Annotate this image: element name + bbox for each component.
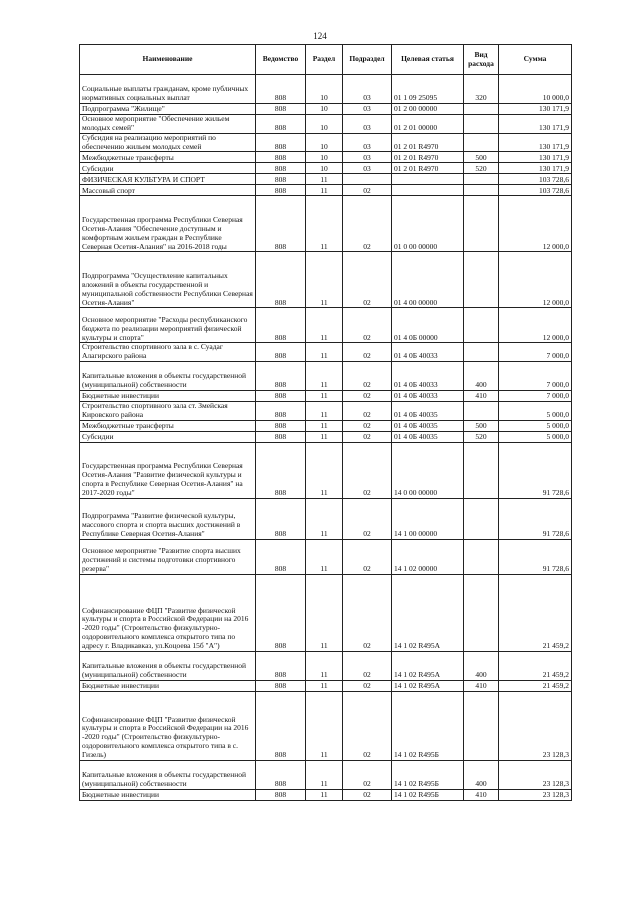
cell-subsection: 03 bbox=[343, 115, 392, 134]
cell-target: 01 4 0Б 40033 bbox=[392, 391, 464, 402]
cell-sum: 12 000,0 bbox=[499, 252, 572, 308]
cell-subsection: 02 bbox=[343, 308, 392, 343]
cell-kind bbox=[464, 402, 499, 421]
table-row bbox=[80, 174, 572, 185]
header-kind: Вид расхода bbox=[464, 45, 499, 75]
header-sum: Сумма bbox=[499, 45, 572, 75]
cell-sum: 103 728,6 bbox=[499, 174, 572, 185]
page-number: 124 bbox=[313, 31, 327, 41]
cell-dept: 808 bbox=[256, 185, 306, 196]
cell-name: ФИЗИЧЕСКАЯ КУЛЬТУРА И СПОРТ bbox=[80, 174, 256, 185]
cell-target: 14 1 02 R495А bbox=[392, 651, 464, 680]
cell-name: Строительство спортивного зала в с. Суадаг Алагирского района bbox=[80, 343, 256, 362]
header-dept: Ведомство bbox=[256, 45, 306, 75]
cell-sum: 91 728,6 bbox=[499, 539, 572, 574]
table-row bbox=[80, 420, 572, 431]
cell-sum: 130 171,9 bbox=[499, 115, 572, 134]
cell-dept: 808 bbox=[256, 760, 306, 789]
cell-subsection: 02 bbox=[343, 196, 392, 252]
table-row bbox=[80, 574, 572, 651]
cell-kind: 500 bbox=[464, 152, 499, 163]
cell-kind bbox=[464, 574, 499, 651]
cell-dept: 808 bbox=[256, 75, 306, 104]
cell-dept: 808 bbox=[256, 163, 306, 174]
cell-subsection: 02 bbox=[343, 185, 392, 196]
cell-subsection: 02 bbox=[343, 691, 392, 760]
cell-target: 14 1 02 R495А bbox=[392, 574, 464, 651]
table-row bbox=[80, 115, 572, 134]
cell-target: 01 1 09 25095 bbox=[392, 75, 464, 104]
table-row bbox=[80, 651, 572, 680]
cell-kind: 320 bbox=[464, 75, 499, 104]
cell-section: 11 bbox=[306, 680, 343, 691]
cell-dept: 808 bbox=[256, 343, 306, 362]
cell-sum: 21 459,2 bbox=[499, 574, 572, 651]
cell-name: Подпрограмма "Жилище" bbox=[80, 104, 256, 115]
cell-section: 11 bbox=[306, 252, 343, 308]
cell-subsection: 03 bbox=[343, 104, 392, 115]
header-section: Раздел bbox=[306, 45, 343, 75]
cell-target bbox=[392, 185, 464, 196]
cell-section: 11 bbox=[306, 760, 343, 789]
cell-target: 14 1 02 R495Б bbox=[392, 789, 464, 800]
cell-name: Бюджетные инвестиции bbox=[80, 789, 256, 800]
cell-sum: 21 459,2 bbox=[499, 651, 572, 680]
cell-section: 11 bbox=[306, 185, 343, 196]
cell-target: 14 1 02 R495Б bbox=[392, 760, 464, 789]
cell-subsection: 02 bbox=[343, 680, 392, 691]
table-row bbox=[80, 152, 572, 163]
table-row bbox=[80, 391, 572, 402]
cell-dept: 808 bbox=[256, 152, 306, 163]
cell-sum: 21 459,2 bbox=[499, 680, 572, 691]
cell-name: Софинансирование ФЦП "Развитие физической культуры и спорта в Российской Федерации на 2016 -2020 годы" (Строительство физкультурно-оздоровительного комплекса открытого типа в с. Гизель) bbox=[80, 691, 256, 760]
cell-dept: 808 bbox=[256, 133, 306, 152]
cell-section: 11 bbox=[306, 308, 343, 343]
cell-section: 10 bbox=[306, 163, 343, 174]
cell-dept: 808 bbox=[256, 680, 306, 691]
cell-name: Основное мероприятие "Расходы республиканского бюджета по реализации мероприятий физической культуры и спорта" bbox=[80, 308, 256, 343]
cell-section: 11 bbox=[306, 174, 343, 185]
cell-kind bbox=[464, 539, 499, 574]
cell-sum: 7 000,0 bbox=[499, 343, 572, 362]
cell-section: 11 bbox=[306, 789, 343, 800]
table-row bbox=[80, 402, 572, 421]
header-target: Целевая статья bbox=[392, 45, 464, 75]
cell-subsection: 02 bbox=[343, 442, 392, 498]
cell-dept: 808 bbox=[256, 539, 306, 574]
cell-target: 01 4 0Б 40033 bbox=[392, 343, 464, 362]
cell-target: 01 4 0Б 40033 bbox=[392, 362, 464, 391]
cell-name: Субсидии bbox=[80, 163, 256, 174]
cell-dept: 808 bbox=[256, 691, 306, 760]
budget-table bbox=[79, 44, 572, 801]
cell-dept: 808 bbox=[256, 252, 306, 308]
cell-name: Межбюджетные трансферты bbox=[80, 152, 256, 163]
cell-target: 14 1 00 00000 bbox=[392, 498, 464, 539]
cell-subsection: 02 bbox=[343, 391, 392, 402]
cell-section: 11 bbox=[306, 574, 343, 651]
cell-name: Основное мероприятие "Обеспечение жильем молодых семей" bbox=[80, 115, 256, 134]
cell-dept: 808 bbox=[256, 196, 306, 252]
table-row bbox=[80, 539, 572, 574]
cell-name: Капитальные вложения в объекты государственной (муниципальной) собственности bbox=[80, 760, 256, 789]
cell-sum: 12 000,0 bbox=[499, 196, 572, 252]
cell-sum: 5 000,0 bbox=[499, 420, 572, 431]
cell-target: 14 1 02 00000 bbox=[392, 539, 464, 574]
cell-dept: 808 bbox=[256, 420, 306, 431]
table-row bbox=[80, 133, 572, 152]
cell-subsection: 02 bbox=[343, 760, 392, 789]
cell-subsection: 03 bbox=[343, 133, 392, 152]
cell-sum: 10 000,0 bbox=[499, 75, 572, 104]
cell-kind: 400 bbox=[464, 362, 499, 391]
cell-name: Капитальные вложения в объекты государственной (муниципальной) собственности bbox=[80, 651, 256, 680]
header-name: Наименование bbox=[80, 45, 256, 75]
cell-subsection: 02 bbox=[343, 343, 392, 362]
cell-dept: 808 bbox=[256, 442, 306, 498]
cell-name: Подпрограмма "Развитие физической культуры, массового спорта и спорта высших достижений в Республике Северная Осетия-Алания" bbox=[80, 498, 256, 539]
cell-name: Бюджетные инвестиции bbox=[80, 680, 256, 691]
table-row bbox=[80, 442, 572, 498]
cell-dept: 808 bbox=[256, 431, 306, 442]
cell-subsection: 02 bbox=[343, 402, 392, 421]
cell-dept: 808 bbox=[256, 789, 306, 800]
cell-sum: 7 000,0 bbox=[499, 391, 572, 402]
cell-kind: 520 bbox=[464, 431, 499, 442]
cell-subsection: 02 bbox=[343, 252, 392, 308]
cell-sum: 5 000,0 bbox=[499, 431, 572, 442]
cell-dept: 808 bbox=[256, 115, 306, 134]
cell-sum: 23 128,3 bbox=[499, 760, 572, 789]
table-row bbox=[80, 691, 572, 760]
cell-sum: 23 128,3 bbox=[499, 789, 572, 800]
cell-kind bbox=[464, 133, 499, 152]
cell-name: Социальные выплаты гражданам, кроме публичных нормативных социальных выплат bbox=[80, 75, 256, 104]
cell-section: 11 bbox=[306, 651, 343, 680]
cell-kind: 410 bbox=[464, 680, 499, 691]
cell-sum: 7 000,0 bbox=[499, 362, 572, 391]
cell-dept: 808 bbox=[256, 651, 306, 680]
cell-name: Основное мероприятие "Развитие спорта высших достижений и системы подготовки спортивного резерва" bbox=[80, 539, 256, 574]
cell-kind bbox=[464, 498, 499, 539]
cell-dept: 808 bbox=[256, 574, 306, 651]
cell-kind bbox=[464, 196, 499, 252]
cell-subsection: 03 bbox=[343, 163, 392, 174]
cell-dept: 808 bbox=[256, 402, 306, 421]
cell-kind: 410 bbox=[464, 789, 499, 800]
cell-sum: 91 728,6 bbox=[499, 442, 572, 498]
cell-section: 10 bbox=[306, 152, 343, 163]
cell-target: 14 1 02 R495Б bbox=[392, 691, 464, 760]
cell-sum: 130 171,9 bbox=[499, 163, 572, 174]
cell-kind bbox=[464, 252, 499, 308]
cell-sum: 103 728,6 bbox=[499, 185, 572, 196]
cell-target: 01 2 01 00000 bbox=[392, 115, 464, 134]
table-row bbox=[80, 498, 572, 539]
cell-name: Субсидия на реализацию мероприятий по обеспечению жильем молодых семей bbox=[80, 133, 256, 152]
cell-subsection: 02 bbox=[343, 539, 392, 574]
cell-target: 01 4 0Б 40035 bbox=[392, 402, 464, 421]
cell-dept: 808 bbox=[256, 104, 306, 115]
cell-kind bbox=[464, 174, 499, 185]
cell-section: 11 bbox=[306, 343, 343, 362]
cell-section: 11 bbox=[306, 402, 343, 421]
cell-section: 11 bbox=[306, 391, 343, 402]
cell-name: Массовый спорт bbox=[80, 185, 256, 196]
cell-subsection: 02 bbox=[343, 498, 392, 539]
cell-sum: 5 000,0 bbox=[499, 402, 572, 421]
cell-name: Строительство спортивного зала ст. Змейская Кировского района bbox=[80, 402, 256, 421]
table-body bbox=[80, 75, 572, 801]
cell-subsection: 02 bbox=[343, 651, 392, 680]
table-row bbox=[80, 252, 572, 308]
cell-sum: 23 128,3 bbox=[499, 691, 572, 760]
cell-target: 01 4 0Б 40035 bbox=[392, 420, 464, 431]
cell-name: Государственная программа Республики Северная Осетия-Алания "Развитие физической культуры и спорта в Республике Северная Осетия-Алания" на 2017-2020 годы" bbox=[80, 442, 256, 498]
table-row bbox=[80, 343, 572, 362]
cell-target: 01 2 01 R4970 bbox=[392, 152, 464, 163]
cell-subsection: 02 bbox=[343, 431, 392, 442]
cell-sum: 130 171,9 bbox=[499, 104, 572, 115]
table-row bbox=[80, 760, 572, 789]
cell-sum: 130 171,9 bbox=[499, 152, 572, 163]
cell-section: 11 bbox=[306, 442, 343, 498]
cell-kind bbox=[464, 115, 499, 134]
table-row bbox=[80, 75, 572, 104]
cell-name: Государственная программа Республики Северная Осетия-Алания "Обеспечение доступным и комфортным жильем граждан в Республике Северная Осетия-Алания" на 2016-2018 годы bbox=[80, 196, 256, 252]
table-row bbox=[80, 308, 572, 343]
cell-section: 11 bbox=[306, 196, 343, 252]
table-row bbox=[80, 789, 572, 800]
table-row bbox=[80, 431, 572, 442]
cell-kind bbox=[464, 185, 499, 196]
cell-kind: 400 bbox=[464, 651, 499, 680]
cell-section: 11 bbox=[306, 362, 343, 391]
cell-dept: 808 bbox=[256, 308, 306, 343]
cell-name: Софинансирование ФЦП "Развитие физической культуры и спорта в Российской Федерации на 2016 -2020 годы" (Строительство физкультурно-оздоровительного комплекса открытого типа по адресу г. Владикавказ, ул.Коцоева 15б "А") bbox=[80, 574, 256, 651]
table-row bbox=[80, 104, 572, 115]
cell-kind bbox=[464, 691, 499, 760]
table-row bbox=[80, 680, 572, 691]
cell-target: 01 2 00 00000 bbox=[392, 104, 464, 115]
cell-name: Межбюджетные трансферты bbox=[80, 420, 256, 431]
cell-dept: 808 bbox=[256, 174, 306, 185]
cell-subsection: 02 bbox=[343, 420, 392, 431]
table-row bbox=[80, 185, 572, 196]
header-row bbox=[80, 45, 572, 75]
cell-dept: 808 bbox=[256, 362, 306, 391]
cell-kind bbox=[464, 104, 499, 115]
cell-kind: 400 bbox=[464, 760, 499, 789]
cell-subsection: 02 bbox=[343, 574, 392, 651]
cell-target: 01 2 01 R4970 bbox=[392, 163, 464, 174]
cell-dept: 808 bbox=[256, 498, 306, 539]
cell-target: 14 0 00 00000 bbox=[392, 442, 464, 498]
cell-target: 01 2 01 R4970 bbox=[392, 133, 464, 152]
cell-section: 11 bbox=[306, 539, 343, 574]
cell-sum: 91 728,6 bbox=[499, 498, 572, 539]
cell-sum: 12 000,0 bbox=[499, 308, 572, 343]
cell-subsection bbox=[343, 174, 392, 185]
table-row bbox=[80, 163, 572, 174]
cell-kind: 410 bbox=[464, 391, 499, 402]
cell-sum: 130 171,9 bbox=[499, 133, 572, 152]
header-subsection: Подраздел bbox=[343, 45, 392, 75]
table-row bbox=[80, 362, 572, 391]
cell-section: 10 bbox=[306, 104, 343, 115]
cell-target: 01 0 00 00000 bbox=[392, 196, 464, 252]
cell-kind bbox=[464, 308, 499, 343]
cell-name: Бюджетные инвестиции bbox=[80, 391, 256, 402]
table-row bbox=[80, 196, 572, 252]
cell-subsection: 02 bbox=[343, 789, 392, 800]
cell-name: Субсидии bbox=[80, 431, 256, 442]
cell-kind bbox=[464, 442, 499, 498]
cell-kind: 500 bbox=[464, 420, 499, 431]
cell-name: Капитальные вложения в объекты государственной (муниципальной) собственности bbox=[80, 362, 256, 391]
cell-section: 10 bbox=[306, 115, 343, 134]
cell-section: 11 bbox=[306, 431, 343, 442]
cell-target bbox=[392, 174, 464, 185]
cell-subsection: 02 bbox=[343, 362, 392, 391]
cell-target: 01 4 00 00000 bbox=[392, 252, 464, 308]
cell-subsection: 03 bbox=[343, 152, 392, 163]
cell-target: 01 4 0Б 40035 bbox=[392, 431, 464, 442]
cell-target: 01 4 0Б 00000 bbox=[392, 308, 464, 343]
cell-target: 14 1 02 R495А bbox=[392, 680, 464, 691]
cell-kind bbox=[464, 343, 499, 362]
cell-name: Подпрограмма "Осуществление капитальных вложений в объекты государственной и муниципальной собственности Республики Северная Осетия-Алания" bbox=[80, 252, 256, 308]
cell-dept: 808 bbox=[256, 391, 306, 402]
cell-section: 11 bbox=[306, 498, 343, 539]
cell-section: 10 bbox=[306, 133, 343, 152]
cell-section: 10 bbox=[306, 75, 343, 104]
cell-subsection: 03 bbox=[343, 75, 392, 104]
cell-kind: 520 bbox=[464, 163, 499, 174]
cell-section: 11 bbox=[306, 691, 343, 760]
cell-section: 11 bbox=[306, 420, 343, 431]
